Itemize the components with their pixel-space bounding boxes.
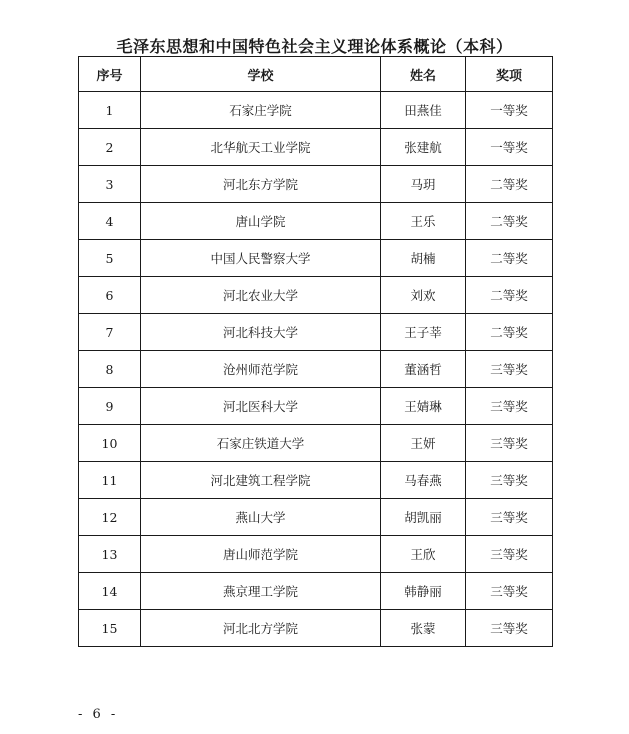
table-row <box>79 166 553 203</box>
cell-school: 燕山大学 <box>141 499 381 536</box>
cell-index: 14 <box>79 573 141 610</box>
cell-school: 河北东方学院 <box>141 166 381 203</box>
cell-award: 二等奖 <box>466 314 553 351</box>
cell-school: 石家庄学院 <box>141 92 381 129</box>
table-row <box>79 425 553 462</box>
cell-name: 王乐 <box>381 203 466 240</box>
cell-award: 三等奖 <box>466 573 553 610</box>
cell-name: 胡凯丽 <box>381 499 466 536</box>
header-name: 姓名 <box>381 57 466 92</box>
cell-name: 马玥 <box>381 166 466 203</box>
cell-school: 河北建筑工程学院 <box>141 462 381 499</box>
cell-award: 二等奖 <box>466 203 553 240</box>
header-row <box>79 57 553 92</box>
cell-name: 马春燕 <box>381 462 466 499</box>
cell-name: 王妍 <box>381 425 466 462</box>
cell-name: 张建航 <box>381 129 466 166</box>
cell-award: 三等奖 <box>466 425 553 462</box>
document-title: 毛泽东思想和中国特色社会主义理论体系概论（本科） <box>116 37 513 56</box>
cell-name: 王婧琳 <box>381 388 466 425</box>
cell-school: 唐山学院 <box>141 203 381 240</box>
cell-award: 三等奖 <box>466 388 553 425</box>
cell-name: 田燕佳 <box>381 92 466 129</box>
cell-school: 唐山师范学院 <box>141 536 381 573</box>
cell-award: 三等奖 <box>466 610 553 647</box>
cell-school: 北华航天工业学院 <box>141 129 381 166</box>
cell-index: 6 <box>79 277 141 314</box>
cell-school: 中国人民警察大学 <box>141 240 381 277</box>
table-row <box>79 462 553 499</box>
cell-school: 沧州师范学院 <box>141 351 381 388</box>
table-row <box>79 610 553 647</box>
table-row <box>79 499 553 536</box>
cell-school: 河北农业大学 <box>141 277 381 314</box>
cell-award: 二等奖 <box>466 166 553 203</box>
cell-index: 10 <box>79 425 141 462</box>
cell-name: 王子莘 <box>381 314 466 351</box>
award-table <box>78 56 553 647</box>
table-header <box>79 57 553 92</box>
table-row <box>79 536 553 573</box>
cell-index: 2 <box>79 129 141 166</box>
cell-index: 13 <box>79 536 141 573</box>
cell-award: 三等奖 <box>466 536 553 573</box>
table-row <box>79 92 553 129</box>
cell-award: 二等奖 <box>466 240 553 277</box>
table-row <box>79 129 553 166</box>
header-school: 学校 <box>141 57 381 92</box>
cell-index: 1 <box>79 92 141 129</box>
cell-name: 刘欢 <box>381 277 466 314</box>
table-row <box>79 314 553 351</box>
table-row <box>79 203 553 240</box>
cell-school: 燕京理工学院 <box>141 573 381 610</box>
cell-award: 一等奖 <box>466 92 553 129</box>
cell-school: 河北医科大学 <box>141 388 381 425</box>
table-row <box>79 240 553 277</box>
table-body <box>79 92 553 647</box>
cell-award: 一等奖 <box>466 129 553 166</box>
cell-index: 3 <box>79 166 141 203</box>
cell-name: 王欣 <box>381 536 466 573</box>
cell-award: 三等奖 <box>466 351 553 388</box>
cell-school: 石家庄铁道大学 <box>141 425 381 462</box>
cell-name: 张蒙 <box>381 610 466 647</box>
header-index: 序号 <box>79 57 141 92</box>
cell-name: 韩静丽 <box>381 573 466 610</box>
table-row <box>79 573 553 610</box>
cell-index: 4 <box>79 203 141 240</box>
header-award: 奖项 <box>466 57 553 92</box>
cell-name: 胡楠 <box>381 240 466 277</box>
cell-index: 9 <box>79 388 141 425</box>
cell-award: 三等奖 <box>466 462 553 499</box>
cell-name: 董涵哲 <box>381 351 466 388</box>
cell-index: 15 <box>79 610 141 647</box>
cell-school: 河北科技大学 <box>141 314 381 351</box>
cell-award: 三等奖 <box>466 499 553 536</box>
cell-index: 7 <box>79 314 141 351</box>
table-row <box>79 277 553 314</box>
page-number: - 6 - <box>78 707 119 722</box>
cell-index: 5 <box>79 240 141 277</box>
cell-award: 二等奖 <box>466 277 553 314</box>
cell-index: 12 <box>79 499 141 536</box>
cell-school: 河北北方学院 <box>141 610 381 647</box>
table-row <box>79 388 553 425</box>
cell-index: 8 <box>79 351 141 388</box>
table-row <box>79 351 553 388</box>
cell-index: 11 <box>79 462 141 499</box>
